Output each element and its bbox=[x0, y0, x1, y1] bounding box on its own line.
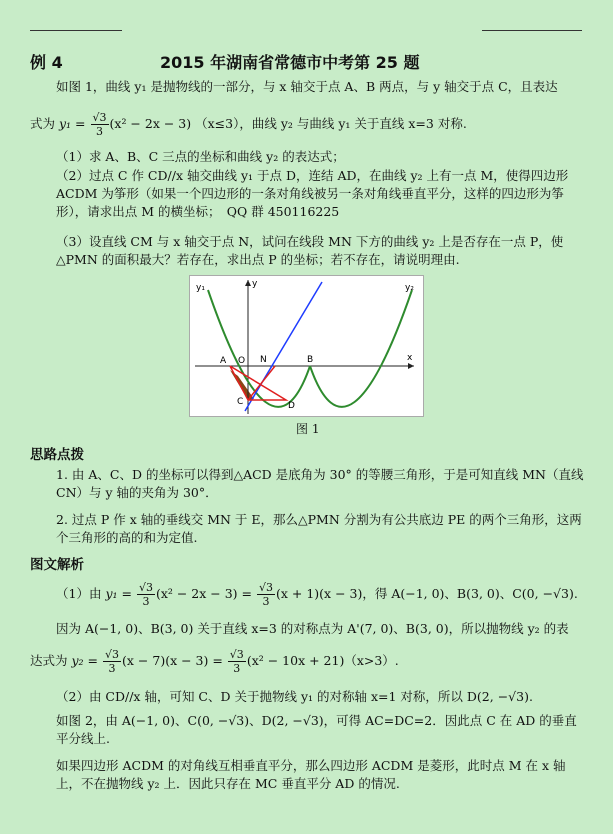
label-x: x bbox=[407, 353, 413, 363]
s1-part2: (x + 1)(x − 3)，得 A(−1, 0)、B(3, 0)、C(0, −√3). bbox=[276, 586, 578, 601]
s3-part1: (x − 7)(x − 3) = bbox=[122, 653, 227, 668]
intro-formula: y₁ = bbox=[59, 116, 90, 131]
s1-frac-a-den: 3 bbox=[142, 595, 150, 608]
solution-step-6: 如果四边形 ACDM 的对角线互相垂直平分，那么四边形 ACDM 是菱形，此时点 M 在 x 轴上，不在抛物线 y₂ 上．因此只存在 MC 垂直平分 AD 的情况. bbox=[56, 758, 566, 791]
intro-suffix: （x≤3），曲线 y₂ 与曲线 y₁ 关于直线 x=3 对称. bbox=[195, 116, 467, 131]
s1-frac-b-num: √3 bbox=[258, 581, 273, 594]
s1-prefix: （1）由 bbox=[56, 586, 102, 601]
intro-frac-den: 3 bbox=[96, 125, 103, 138]
y-axis-arrow bbox=[245, 280, 251, 286]
page-title: 2015 年湖南省常德市中考第 25 题 bbox=[160, 53, 420, 72]
curve-y1 bbox=[208, 290, 310, 407]
s1-y: y₁ = bbox=[105, 586, 136, 601]
curve-y2 bbox=[310, 290, 412, 407]
label-y1: y₁ bbox=[196, 283, 205, 293]
figure-1-svg bbox=[190, 276, 423, 416]
x-axis-arrow bbox=[408, 363, 414, 369]
label-o: O bbox=[238, 356, 246, 366]
s3-fraction-a bbox=[103, 648, 121, 675]
problem-intro-line1: 如图 1，曲线 y₁ 是抛物线的一部分，与 x 轴交于点 A、B 两点，与 y 轴交于点 C，且表达 bbox=[56, 79, 558, 94]
s3-frac-b-num: √3 bbox=[229, 648, 244, 661]
s1-fraction-b bbox=[257, 581, 275, 608]
s3-frac-a-den: 3 bbox=[108, 662, 116, 675]
hint-1: 1. 由 A、C、D 的坐标可以得到△ACD 是底角为 30° 的等腰三角形，于是可知直线 MN（直线 CN）与 y 轴的夹角为 30°． bbox=[56, 467, 584, 500]
top-right-rule bbox=[482, 30, 582, 31]
s3-fraction-b bbox=[228, 648, 246, 675]
figure-caption: 图 1 bbox=[296, 422, 320, 436]
intro-prefix: 式为 bbox=[30, 116, 56, 131]
label-d: D bbox=[288, 401, 295, 411]
s1-frac-a-num: √3 bbox=[138, 581, 153, 594]
s3-part2: (x² − 10x + 21)（x>3）. bbox=[246, 653, 399, 668]
label-y: y bbox=[252, 279, 258, 289]
label-a: A bbox=[220, 356, 227, 366]
label-b: B bbox=[307, 355, 314, 365]
intro-fraction bbox=[91, 111, 109, 138]
solution-heading: 图文解析 bbox=[30, 557, 84, 573]
s3-frac-a-num: √3 bbox=[105, 648, 120, 661]
intro-frac-num: √3 bbox=[92, 111, 107, 124]
label-y2: y₂ bbox=[405, 283, 414, 293]
figure-1 bbox=[189, 275, 424, 417]
label-n: N bbox=[260, 355, 267, 365]
s1-fraction-a bbox=[137, 581, 155, 608]
label-c: C bbox=[237, 397, 244, 407]
intro-formula-tail: (x² − 2x − 3) bbox=[109, 116, 192, 131]
s1-frac-b-den: 3 bbox=[262, 595, 270, 608]
s3-frac-b-den: 3 bbox=[233, 662, 241, 675]
question-2: （2）过点 C 作 CD//x 轴交曲线 y₁ 于点 D，连结 AD，在曲线 y₂ 上有一点 M，使得四边形 ACDM 为筝形（如果一个四边形的一条对角线被另一条对角线垂直平分，这样的四边形为筝形），请求出点 M 的横坐标； QQ 群 450116225 bbox=[56, 168, 569, 219]
problem-intro-line2 bbox=[30, 108, 588, 140]
hints-heading: 思路点拨 bbox=[30, 447, 84, 463]
hint-2: 2. 过点 P 作 x 轴的垂线交 MN 于 E，那么△PMN 分割为有公共底边 PE 的两个三角形，这两个三角形的高的和为定值. bbox=[56, 512, 582, 545]
solution-step-4: （2）由 CD//x 轴，可知 C、D 关于抛物线 y₁ 的对称轴 x=1 对称，所以 D(2, −√3). bbox=[56, 689, 533, 704]
s3-y: y₂ = bbox=[71, 653, 102, 668]
top-left-rule bbox=[30, 30, 122, 31]
solution-step-2: 因为 A(−1, 0)、B(3, 0) 关于直线 x=3 的对称点为 A'(7, 0)、B(3, 0)，所以抛物线 y₂ 的表 bbox=[56, 621, 569, 636]
solution-step-5: 如图 2，由 A(−1, 0)、C(0, −√3)、D(2, −√3)，可得 AC=DC=2．因此点 C 在 AD 的垂直平分线上. bbox=[56, 713, 577, 746]
solution-step-1 bbox=[30, 578, 588, 610]
solution-step-3 bbox=[30, 645, 588, 677]
example-label: 例 4 bbox=[30, 53, 63, 72]
question-1: （1）求 A、B、C 三点的坐标和曲线 y₂ 的表达式； bbox=[56, 149, 345, 164]
question-3: （3）设直线 CM 与 x 轴交于点 N，试问在线段 MN 下方的曲线 y₂ 上是否存在一点 P，使△PMN 的面积最大？若存在，求出点 P 的坐标；若不存在，请说明理由. bbox=[56, 234, 564, 267]
s1-part1: (x² − 2x − 3) = bbox=[155, 586, 256, 601]
segment-cm bbox=[248, 366, 275, 400]
line-cn bbox=[245, 282, 322, 411]
s3-prefix: 达式为 bbox=[30, 653, 68, 668]
